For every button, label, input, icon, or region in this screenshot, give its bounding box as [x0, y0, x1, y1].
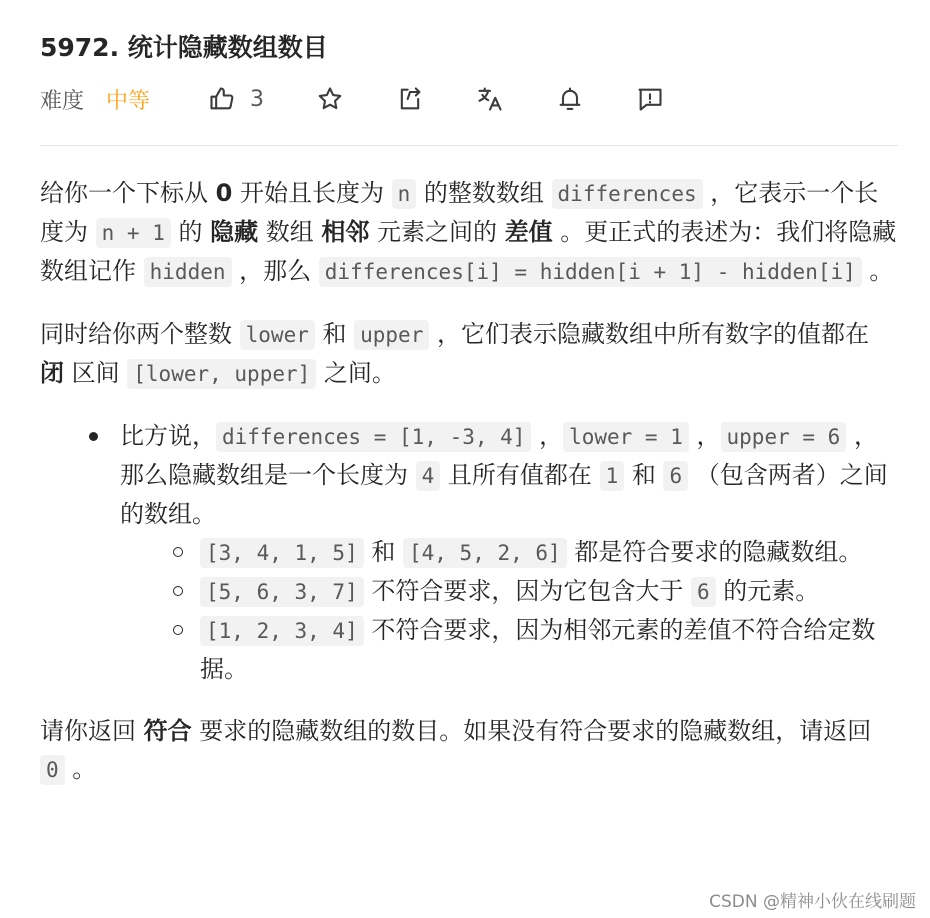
- text: 开始且长度为: [232, 179, 392, 207]
- text: ，: [688, 422, 721, 450]
- text: 不符合要求，因为相邻元素的差值不符合给定数据。: [200, 616, 876, 683]
- description-paragraph: [40, 712, 900, 789]
- text: 请你返回: [40, 717, 144, 745]
- list-item: [120, 417, 900, 688]
- text: 和: [624, 461, 664, 489]
- inline-code: differences = [1, -3, 4]: [216, 422, 531, 452]
- text: 元素之间的: [369, 218, 505, 246]
- inline-code: [5, 6, 3, 7]: [200, 577, 364, 607]
- problem-title: 5972. 统计隐藏数组数目: [40, 33, 328, 62]
- inline-code: lower = 1: [563, 422, 689, 452]
- problem-meta-bar: [40, 84, 264, 114]
- difficulty-label: 难度: [40, 88, 85, 114]
- text: 。更正式的表述为：我们将隐藏数组记作: [40, 218, 897, 285]
- inline-code: [4, 5, 2, 6]: [403, 538, 567, 568]
- feedback-icon: [636, 85, 664, 113]
- text: ，: [531, 422, 564, 450]
- inline-code: hidden: [144, 257, 232, 287]
- text: 数组: [258, 218, 322, 246]
- text: 都是符合要求的隐藏数组。: [566, 538, 863, 566]
- inline-code: [1, 2, 3, 4]: [200, 616, 364, 646]
- text: ，那么: [231, 257, 319, 285]
- inline-code: 4: [416, 461, 441, 491]
- text: （包含两者）之间的数组。: [120, 461, 888, 528]
- text: 不符合要求，因为它包含大于: [363, 577, 691, 605]
- inline-code: 6: [663, 461, 688, 491]
- text: 区间: [64, 359, 128, 387]
- list-item: [200, 611, 900, 688]
- text: 要求的隐藏数组的数目。如果没有符合要求的隐藏数组，请返回: [191, 717, 872, 745]
- inline-code: n: [392, 179, 417, 209]
- text: 和: [363, 538, 403, 566]
- problem-description: [40, 174, 900, 813]
- text: 且所有值都在: [440, 461, 600, 489]
- text: 和: [314, 320, 355, 348]
- inline-code: [lower, upper]: [127, 359, 316, 389]
- text: 的: [170, 218, 211, 246]
- description-paragraph: [40, 174, 900, 291]
- inline-code: [3, 4, 1, 5]: [200, 538, 364, 568]
- text: ，它表示一个长度为: [40, 179, 879, 246]
- inline-code: 6: [691, 577, 716, 607]
- inline-code: differences: [552, 179, 703, 209]
- text: 。: [861, 257, 894, 285]
- text: 。: [64, 755, 97, 783]
- divider: [40, 145, 898, 146]
- inline-code: lower: [240, 320, 315, 350]
- text: 的元素。: [715, 577, 820, 605]
- example-sublist: [200, 533, 900, 688]
- text: 给你一个下标从: [40, 179, 216, 207]
- description-paragraph: [40, 315, 900, 393]
- bold-text: 符合: [143, 717, 192, 745]
- example-list: [120, 417, 900, 688]
- bell-icon: [556, 85, 584, 113]
- inline-code: upper = 6: [721, 422, 847, 452]
- share-button[interactable]: [396, 85, 424, 113]
- text: 比方说，: [120, 422, 216, 450]
- text: ，那么隐藏数组是一个长度为: [120, 422, 878, 489]
- inline-code: upper: [354, 320, 429, 350]
- text: 的整数数组: [416, 179, 552, 207]
- watermark: CSDN @精神小伙在线刷题: [709, 892, 916, 912]
- like-count: 3: [250, 86, 264, 112]
- text: 之间。: [316, 359, 396, 387]
- inline-code: 1: [600, 461, 625, 491]
- inline-code: 0: [40, 755, 65, 785]
- list-item: [200, 533, 900, 572]
- inline-code: n + 1: [96, 218, 171, 248]
- feedback-button[interactable]: [636, 85, 664, 113]
- translate-icon: [476, 85, 504, 113]
- bold-text: 0: [215, 179, 233, 207]
- bold-text: 相邻: [321, 218, 370, 246]
- difficulty-badge: 中等: [106, 88, 151, 114]
- bold-text: 闭: [40, 359, 64, 387]
- share-icon: [396, 85, 424, 113]
- star-icon: [316, 85, 344, 113]
- thumbs-up-icon: [208, 85, 236, 113]
- bold-text: 隐藏: [210, 218, 259, 246]
- inline-code: differences[i] = hidden[i + 1] - hidden[i]: [319, 257, 862, 287]
- bold-text: 差值: [504, 218, 553, 246]
- translate-button[interactable]: [476, 85, 504, 113]
- subscribe-button[interactable]: [556, 85, 584, 113]
- text: 同时给你两个整数: [40, 320, 240, 348]
- like-button[interactable]: [208, 85, 264, 113]
- text: ，它们表示隐藏数组中所有数字的值都在: [429, 320, 869, 348]
- list-item: [200, 572, 900, 611]
- favorite-button[interactable]: [316, 85, 344, 113]
